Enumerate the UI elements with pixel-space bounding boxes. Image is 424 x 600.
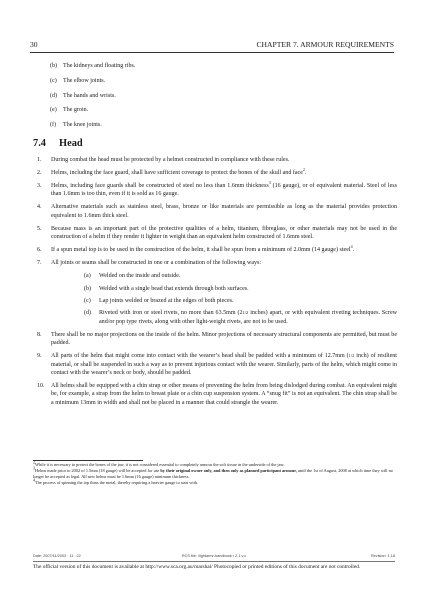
rule-item: 1. During combat the head must be protected by a helmet constructed in compliance with these rules. bbox=[37, 157, 290, 163]
list-item: (c) Lap joints welded or brazed at the edges of both pieces. bbox=[84, 298, 234, 305]
rule-item: 4. Alternative materials such as stainless steel, brass, bronze or like materials are permissible as long as the material provides protection equivalent to 1.6mm thick steel. bbox=[37, 204, 397, 219]
revision-date: Date: 2007/11/2003 · 11 : 22 bbox=[33, 554, 81, 558]
rule-item: 9. All parts of the helm that might come into contact with the wearer’s head shall be padded with a minimum of 12.7mm (1/2 inch) of resilient material, or shall be suspended in such a way as to prevent injurious contact with the wearer. Similarly, parts of the helm, which might come in contact with the wearer’s neck or body, should be padded. bbox=[37, 353, 397, 377]
section-number: 7.4 bbox=[33, 137, 46, 149]
rule-item: 10. All helms shall be equipped with a chin strap or other means of preventing the helm from being dislodged during combat. An equivalent might be, for example, a strap from the helm to breast plate or a chin cup suspension system. A “snug fit” is not an equivalent. The chin strap shall be a minimum 13mm in width and shall not be placed in a manner that could strangle the wearer. bbox=[37, 383, 397, 406]
rule-item: 7. All joints or seams shall be constructed in one or a combination of the following ways: (a) Welded on the inside and outside. (b) Welded with a single bead that extends through both surfaces. (c) Lap joints welded or brazed at the edges of both pieces. (d) Riveted with iron or steel rivets, no more than 63.5mm (21/2 inches) apart, or with equivalent riveting techniques. Screw and/or pop type rivets, along with other light-weight rivets, are not to be used. bbox=[37, 260, 397, 325]
footnote-ref[interactable]: 4 bbox=[350, 244, 353, 250]
rule-item: 3. Helms, including face guards shall be constructed of steel no less than 1.6mm thickness$^3$ (16 gauge), or of equivalent material. Steel of less than 1.6mm is too thin, even if it is sold as 16 gauge. bbox=[37, 179, 397, 198]
section-title: Head bbox=[59, 137, 83, 149]
main-content bbox=[33, 62, 397, 412]
emphasis: no bbox=[86, 331, 93, 338]
footnote: $^3$Helms made prior to 2002 of 1.5mm (18 gauge) will be accepted for use by their original owner only, and then only as planned participant armour, until the 1st of August, 2008 at which time they will no longer be accepted as legal. All new helms must be 1.6mm (16 gauge) minimum thickness. bbox=[33, 465, 393, 479]
revision-info bbox=[33, 554, 395, 561]
list-item: (b) The kidneys and floating ribs. bbox=[50, 63, 136, 69]
list-item: (c) The elbow joints. bbox=[50, 77, 106, 84]
footnote: $^4$The process of spinning the top thins the metal, thereby requiring a heavier gauge to start with. bbox=[33, 477, 198, 485]
list-item: (a) Welded on the inside and outside. bbox=[84, 273, 181, 280]
list-item: (e) The groin. bbox=[50, 107, 89, 114]
footnote-ref[interactable]: 3 bbox=[268, 179, 271, 185]
footnote-rule bbox=[33, 460, 143, 461]
footnote: $^2$While it is necessary to protect the bones of the jaw, it is not considered essential to completely armour the soft tissue in the underside of the jaw. bbox=[33, 459, 285, 467]
official-version-notice: The official version of this document is available at http://www.sca.org.au/marshal/ Photocopied or printed editions of this document are not controlled. bbox=[33, 564, 361, 570]
rule-item: 8. There shall be no major projections on the inside of the helm. Minor projections of necessary structural components are permitted, but must be padded. bbox=[37, 331, 397, 347]
footer-rule bbox=[33, 561, 395, 562]
fraction: 1/2 bbox=[348, 353, 355, 359]
revision-number: Revision: 1.18 bbox=[370, 554, 395, 558]
rule-item: 2. Helms, including the face guard, shall have sufficient coverage to protect the bones of the skull and face$^2$. bbox=[37, 166, 307, 176]
rule-item: 5. Because mass is an important part of the protective qualities of a helm, titanium, fibreglass, or other materials may not be used in the construction of a helm if they render it lighter in weight than an equivalent helm constructed of 1.6mm steel. bbox=[37, 225, 397, 241]
header-rule bbox=[30, 52, 394, 53]
footnote-ref[interactable]: 2 bbox=[302, 166, 305, 172]
revision-file: RCS.file: /lightarmr-handbook ▪ 2.1.v,v bbox=[181, 554, 247, 558]
list-item: (d) Riveted with iron or steel rivets, no more than 63.5mm (21/2 inches) apart, or with equivalent riveting techniques. Screw and/or pop type rivets, along with other light-weight rivets, are not to be used. bbox=[84, 310, 397, 325]
page-header bbox=[30, 40, 394, 51]
footnotes bbox=[33, 459, 395, 486]
list-item: (f) The knee joints. bbox=[50, 122, 102, 129]
continued-list bbox=[33, 62, 397, 130]
fraction: 1/2 bbox=[242, 310, 249, 316]
page-number: 30 bbox=[30, 40, 38, 49]
list-item: (b) Welded with a single bead that extends through both surfaces. bbox=[84, 285, 249, 292]
rule-item: 6. If a spun metal top is to be used in the construction of the helm, it shall be spun from a minimum of 2.0mm (14 gauge) steel$^4$. bbox=[37, 244, 355, 254]
joint-methods-list bbox=[51, 272, 397, 326]
rules-list bbox=[33, 156, 397, 407]
chapter-title: CHAPTER 7. ARMOUR REQUIREMENTS bbox=[256, 40, 394, 49]
emphasis: not bbox=[297, 391, 306, 398]
section-heading bbox=[33, 137, 397, 149]
list-item: (d) The hands and wrists. bbox=[50, 92, 116, 99]
